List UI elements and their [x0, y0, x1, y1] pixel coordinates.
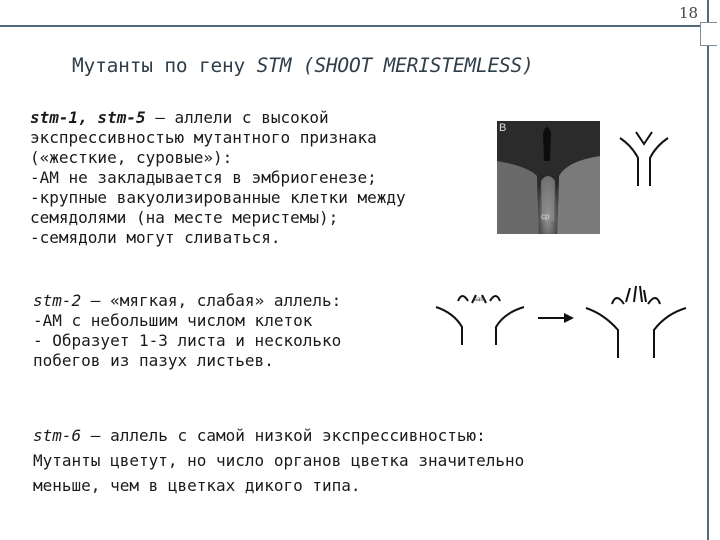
page-number: 18	[679, 4, 699, 22]
block3-line1	[33, 423, 524, 448]
block2-line1	[33, 291, 341, 311]
right-margin-rule	[707, 0, 709, 540]
allele-stm1-block	[30, 108, 406, 248]
block1-line7: -семядоли могут сливаться.	[30, 228, 281, 247]
panel-letter: B	[499, 122, 507, 134]
block1-line1	[30, 108, 406, 128]
allele-name: stm-2	[33, 291, 82, 310]
header-rule	[0, 25, 700, 27]
block2-line2: -АМ с небольшим числом клеток	[33, 311, 313, 330]
block3-line3: меньше, чем в цветках дикого типа.	[33, 476, 361, 495]
stm2-seedling-diagram	[432, 287, 532, 347]
allele-name: stm-6	[33, 426, 82, 445]
stm2-grown-diagram	[582, 282, 692, 362]
block1-line3: («жесткие, суровые»):	[30, 148, 233, 167]
title-prefix: Мутанты по гену	[72, 54, 257, 77]
block3-line1-text: – аллель с самой низкой экспрессивностью:	[81, 426, 486, 445]
block2-line4: побегов из пазух листьев.	[33, 351, 274, 370]
corner-decoration	[700, 22, 717, 46]
title-gene: STM (SHOOT MERISTEMLESS)	[256, 54, 534, 77]
block3-line2: Мутанты цветут, но число органов цветка значительно	[33, 451, 525, 470]
block1-line4: -АМ не закладывается в эмбриогенезе;	[30, 168, 377, 187]
sem-micrograph	[497, 121, 600, 234]
cotyledon-label: cp	[541, 212, 550, 221]
block1-line2: экспрессивностью мутантного признака	[30, 128, 377, 147]
mutant-seedling-diagram	[616, 126, 676, 196]
allele-stm2-block	[33, 291, 341, 371]
block2-line3: - Образует 1-3 листа и несколько	[33, 331, 342, 350]
block1-line6: семядолями (на месте меристемы);	[30, 208, 339, 227]
sam-label: sam	[474, 297, 486, 303]
allele-name: stm-1, stm-5	[30, 108, 146, 127]
slide-title	[72, 54, 534, 77]
right-arrow-icon	[536, 311, 576, 325]
allele-stm6-block	[33, 423, 524, 498]
block2-line1-text: – «мягкая, слабая» аллель:	[81, 291, 342, 310]
block1-line5: -крупные вакуолизированные клетки между	[30, 188, 406, 207]
block1-line1-text: – аллели с высокой	[145, 108, 329, 127]
